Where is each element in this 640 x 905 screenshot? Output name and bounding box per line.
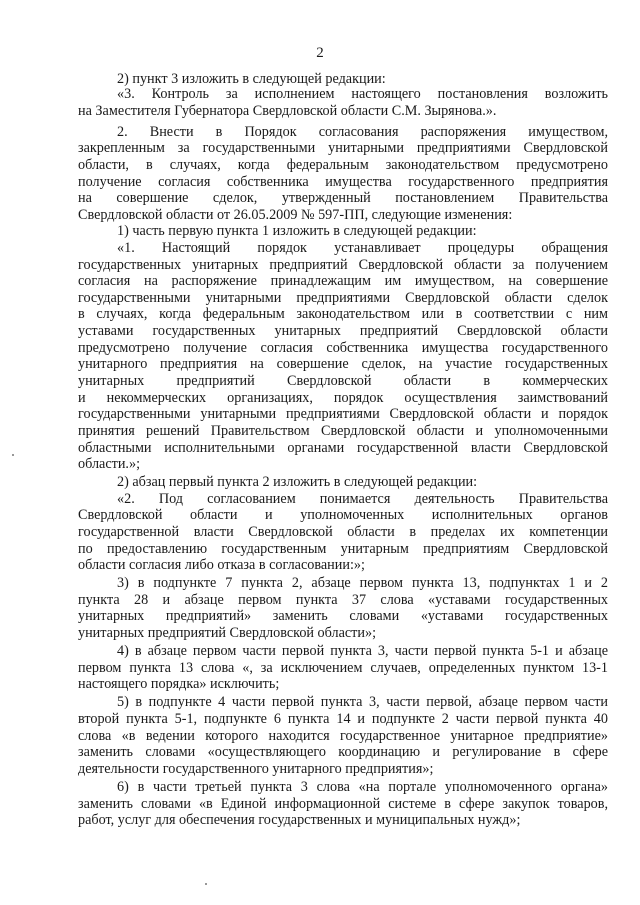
text-line: Свердловской области и уполномоченных исполнительных органов <box>78 507 608 523</box>
text-line: 2. Внести в Порядок согласования распоряжения имуществом, <box>117 124 608 140</box>
text-line: слова «в ведении которого находится государственное унитарное предприятие» <box>78 728 608 744</box>
text-line: 2) абзац первый пункта 2 изложить в следующей редакции: <box>117 474 478 490</box>
text-line: 1) часть первую пункта 1 изложить в следующей редакции: <box>117 223 477 239</box>
text-line: государственных унитарных предприятий Свердловской области за получением <box>78 257 608 273</box>
text-line: первом пункта 13 слова «, за исключением случаев, определенных пунктом 13-1 <box>78 660 608 676</box>
text-line: пункта 28 и абзаце первом пункта 37 слова «уставами государственных <box>78 592 608 608</box>
text-line: и некоммерческих организациях, порядок осуществления заимствований <box>78 390 608 406</box>
text-line: по предоставлению государственным унитарным предприятиям Свердловской <box>78 541 608 557</box>
text-line: государственной власти Свердловской области в пределах их компетенции <box>78 524 608 540</box>
text-line: 2) пункт 3 изложить в следующей редакции: <box>117 71 386 87</box>
text-line: 5) в подпункте 4 части первой пункта 3, части первой, абзаце первом части <box>117 694 608 710</box>
text-line: на Заместителя Губернатора Свердловской области С.М. Зырянова.». <box>78 103 497 119</box>
text-line: области согласия либо отказа в согласовании:»; <box>78 557 365 573</box>
text-line: унитарных предприятий Свердловской области»; <box>78 625 377 641</box>
text-line: деятельности государственного унитарного предприятия»; <box>78 761 434 777</box>
text-line: в случаях, когда федеральным законодательством или в соответствии с ним <box>78 306 608 322</box>
text-line: Свердловской области от 26.05.2009 № 597-ПП, следующие изменения: <box>78 207 513 223</box>
text-line: «1. Настоящий порядок устанавливает процедуры обращения <box>117 240 608 256</box>
text-line: унитарных предприятий Свердловской области в коммерческих <box>78 373 608 389</box>
text-line: предусмотрено получение согласия собственника имущества государственного <box>78 340 608 356</box>
text-line: 3) в подпункте 7 пункта 2, абзаце первом пункта 13, подпунктах 1 и 2 <box>117 575 608 591</box>
text-line: «2. Под согласованием понимается деятельность Правительства <box>117 491 608 507</box>
scan-speck <box>12 454 14 456</box>
text-line: на совершение сделок, утвержденный постановлением Правительства <box>78 190 608 206</box>
text-line: получение согласия собственника имущества государственного предприятия <box>78 174 608 190</box>
text-line: согласия на распоряжение принадлежащим им имуществом, на совершение <box>78 273 608 289</box>
text-line: унитарных предприятий» заменить словами «уставами государственных <box>78 608 608 624</box>
text-line: 4) в абзаце первом части первой пункта 3, части первой пункта 5-1 и абзаце <box>117 643 608 659</box>
text-line: работ, услуг для обеспечения государственных и муниципальных нужд»; <box>78 812 521 828</box>
text-line: второй пункта 5-1, подпункте 6 пункта 14 и подпункте 2 части первой пункта 40 <box>78 711 608 727</box>
text-line: принятия решений Правительством Свердловской области и уполномоченными <box>78 423 608 439</box>
text-line: настоящего порядка» исключить; <box>78 676 280 692</box>
scan-speck <box>205 883 207 885</box>
text-line: «3. Контроль за исполнением настоящего постановления возложить <box>117 86 608 102</box>
text-line: области.»; <box>78 456 141 472</box>
text-line: 6) в части третьей пункта 3 слова «на портале уполномоченного органа» <box>117 779 608 795</box>
text-line: государственными унитарными предприятиями Свердловской области и порядок <box>78 406 608 422</box>
page-number: 2 <box>316 45 324 61</box>
text-line: государственными унитарными предприятиями Свердловской области сделок <box>78 290 608 306</box>
text-line: заменить словами «осуществляющего координацию и регулирование в сфере <box>78 744 608 760</box>
text-line: унитарного предприятия на совершение сделок, на участие государственных <box>78 356 608 372</box>
text-line: заменить словами «в Единой информационной системе в сфере закупок товаров, <box>78 796 608 812</box>
text-line: области, в случаях, когда федеральным законодательством предусмотрено <box>78 157 608 173</box>
text-line: уставами государственных унитарных предприятий Свердловской области <box>78 323 608 339</box>
text-line: областными исполнительными органами государственной власти Свердловской <box>78 440 608 456</box>
text-line: закрепленным за государственными унитарными предприятиями Свердловской <box>78 140 608 156</box>
